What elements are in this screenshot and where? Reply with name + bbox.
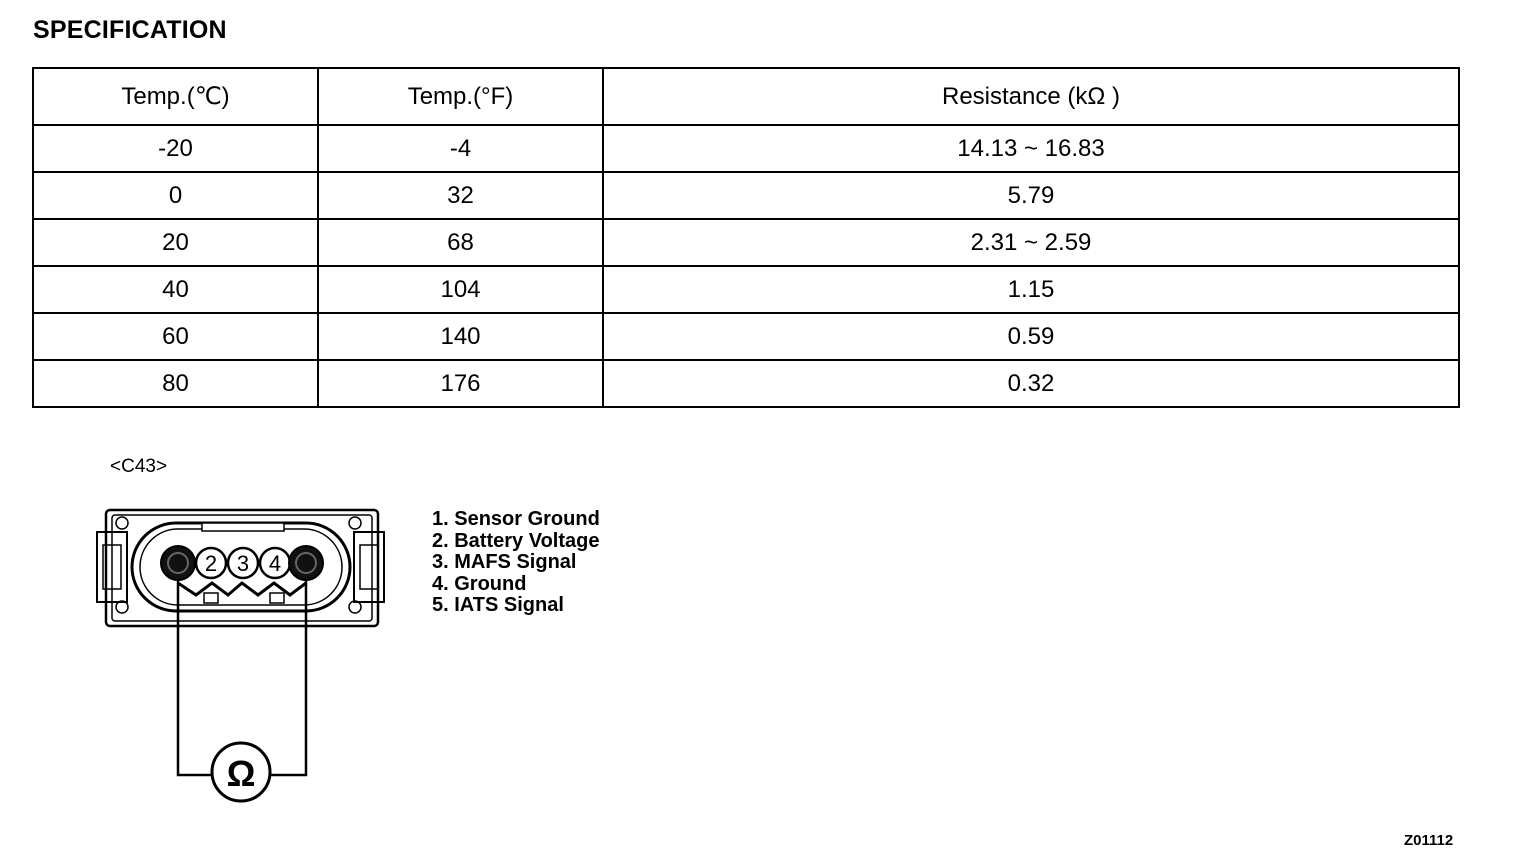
cell-temp-f: 140 — [318, 313, 603, 360]
connector-tab — [270, 593, 284, 603]
pin-number: 2 — [204, 551, 218, 576]
table-row — [33, 172, 1459, 219]
connector-tab — [204, 593, 218, 603]
specification-table — [32, 67, 1460, 408]
list-item: 2. Battery Voltage — [432, 529, 600, 552]
cell-temp-f: 32 — [318, 172, 603, 219]
list-item: 1. Sensor Ground — [432, 508, 600, 530]
right-latch — [354, 532, 384, 602]
ohm-symbol: Ω — [226, 753, 256, 794]
cell-temp-c: 0 — [33, 172, 318, 219]
header-temp-fahrenheit: Temp.(°F) — [318, 68, 603, 125]
table-header-row — [33, 68, 1459, 125]
cell-resistance: 0.59 — [603, 313, 1459, 360]
cell-temp-f: 68 — [318, 219, 603, 266]
cell-resistance: 0.32 — [603, 360, 1459, 407]
pin-number: 4 — [268, 551, 282, 576]
table-row — [33, 219, 1459, 266]
mount-hole — [349, 517, 361, 529]
cell-temp-f: 104 — [318, 266, 603, 313]
table-row — [33, 360, 1459, 407]
pin-5 — [289, 546, 323, 580]
cell-temp-c: 40 — [33, 266, 318, 313]
mount-hole — [116, 517, 128, 529]
connector-key — [202, 523, 284, 531]
cell-resistance: 1.15 — [603, 266, 1459, 313]
pin-1 — [161, 546, 195, 580]
header-temp-celsius: Temp.(℃) — [33, 68, 318, 125]
cell-resistance: 2.31 ~ 2.59 — [603, 219, 1459, 266]
pin-number: 3 — [236, 551, 250, 576]
cell-resistance: 14.13 ~ 16.83 — [603, 125, 1459, 172]
cell-temp-f: -4 — [318, 125, 603, 172]
pin-legend — [432, 509, 600, 617]
meter-lead-left — [178, 580, 212, 775]
cell-temp-c: 80 — [33, 360, 318, 407]
figure-code: Z01112 — [1404, 832, 1454, 849]
cell-temp-c: 60 — [33, 313, 318, 360]
right-latch-inner — [360, 545, 378, 589]
cell-temp-c: 20 — [33, 219, 318, 266]
table-row — [33, 125, 1459, 172]
connector-label: <C43> — [110, 456, 168, 477]
connector-diagram — [92, 505, 392, 805]
header-resistance: Resistance (kΩ ) — [603, 68, 1459, 125]
table-row — [33, 313, 1459, 360]
meter-lead-right — [270, 580, 306, 775]
cell-temp-f: 176 — [318, 360, 603, 407]
table-row — [33, 266, 1459, 313]
cell-resistance: 5.79 — [603, 172, 1459, 219]
page-title: SPECIFICATION — [33, 16, 227, 44]
list-item: 3. MAFS Signal — [432, 551, 577, 573]
connector-ridge — [178, 583, 306, 595]
list-item: 5. IATS Signal — [432, 594, 564, 616]
list-item: 4. Ground — [432, 572, 527, 595]
cell-temp-c: -20 — [33, 125, 318, 172]
